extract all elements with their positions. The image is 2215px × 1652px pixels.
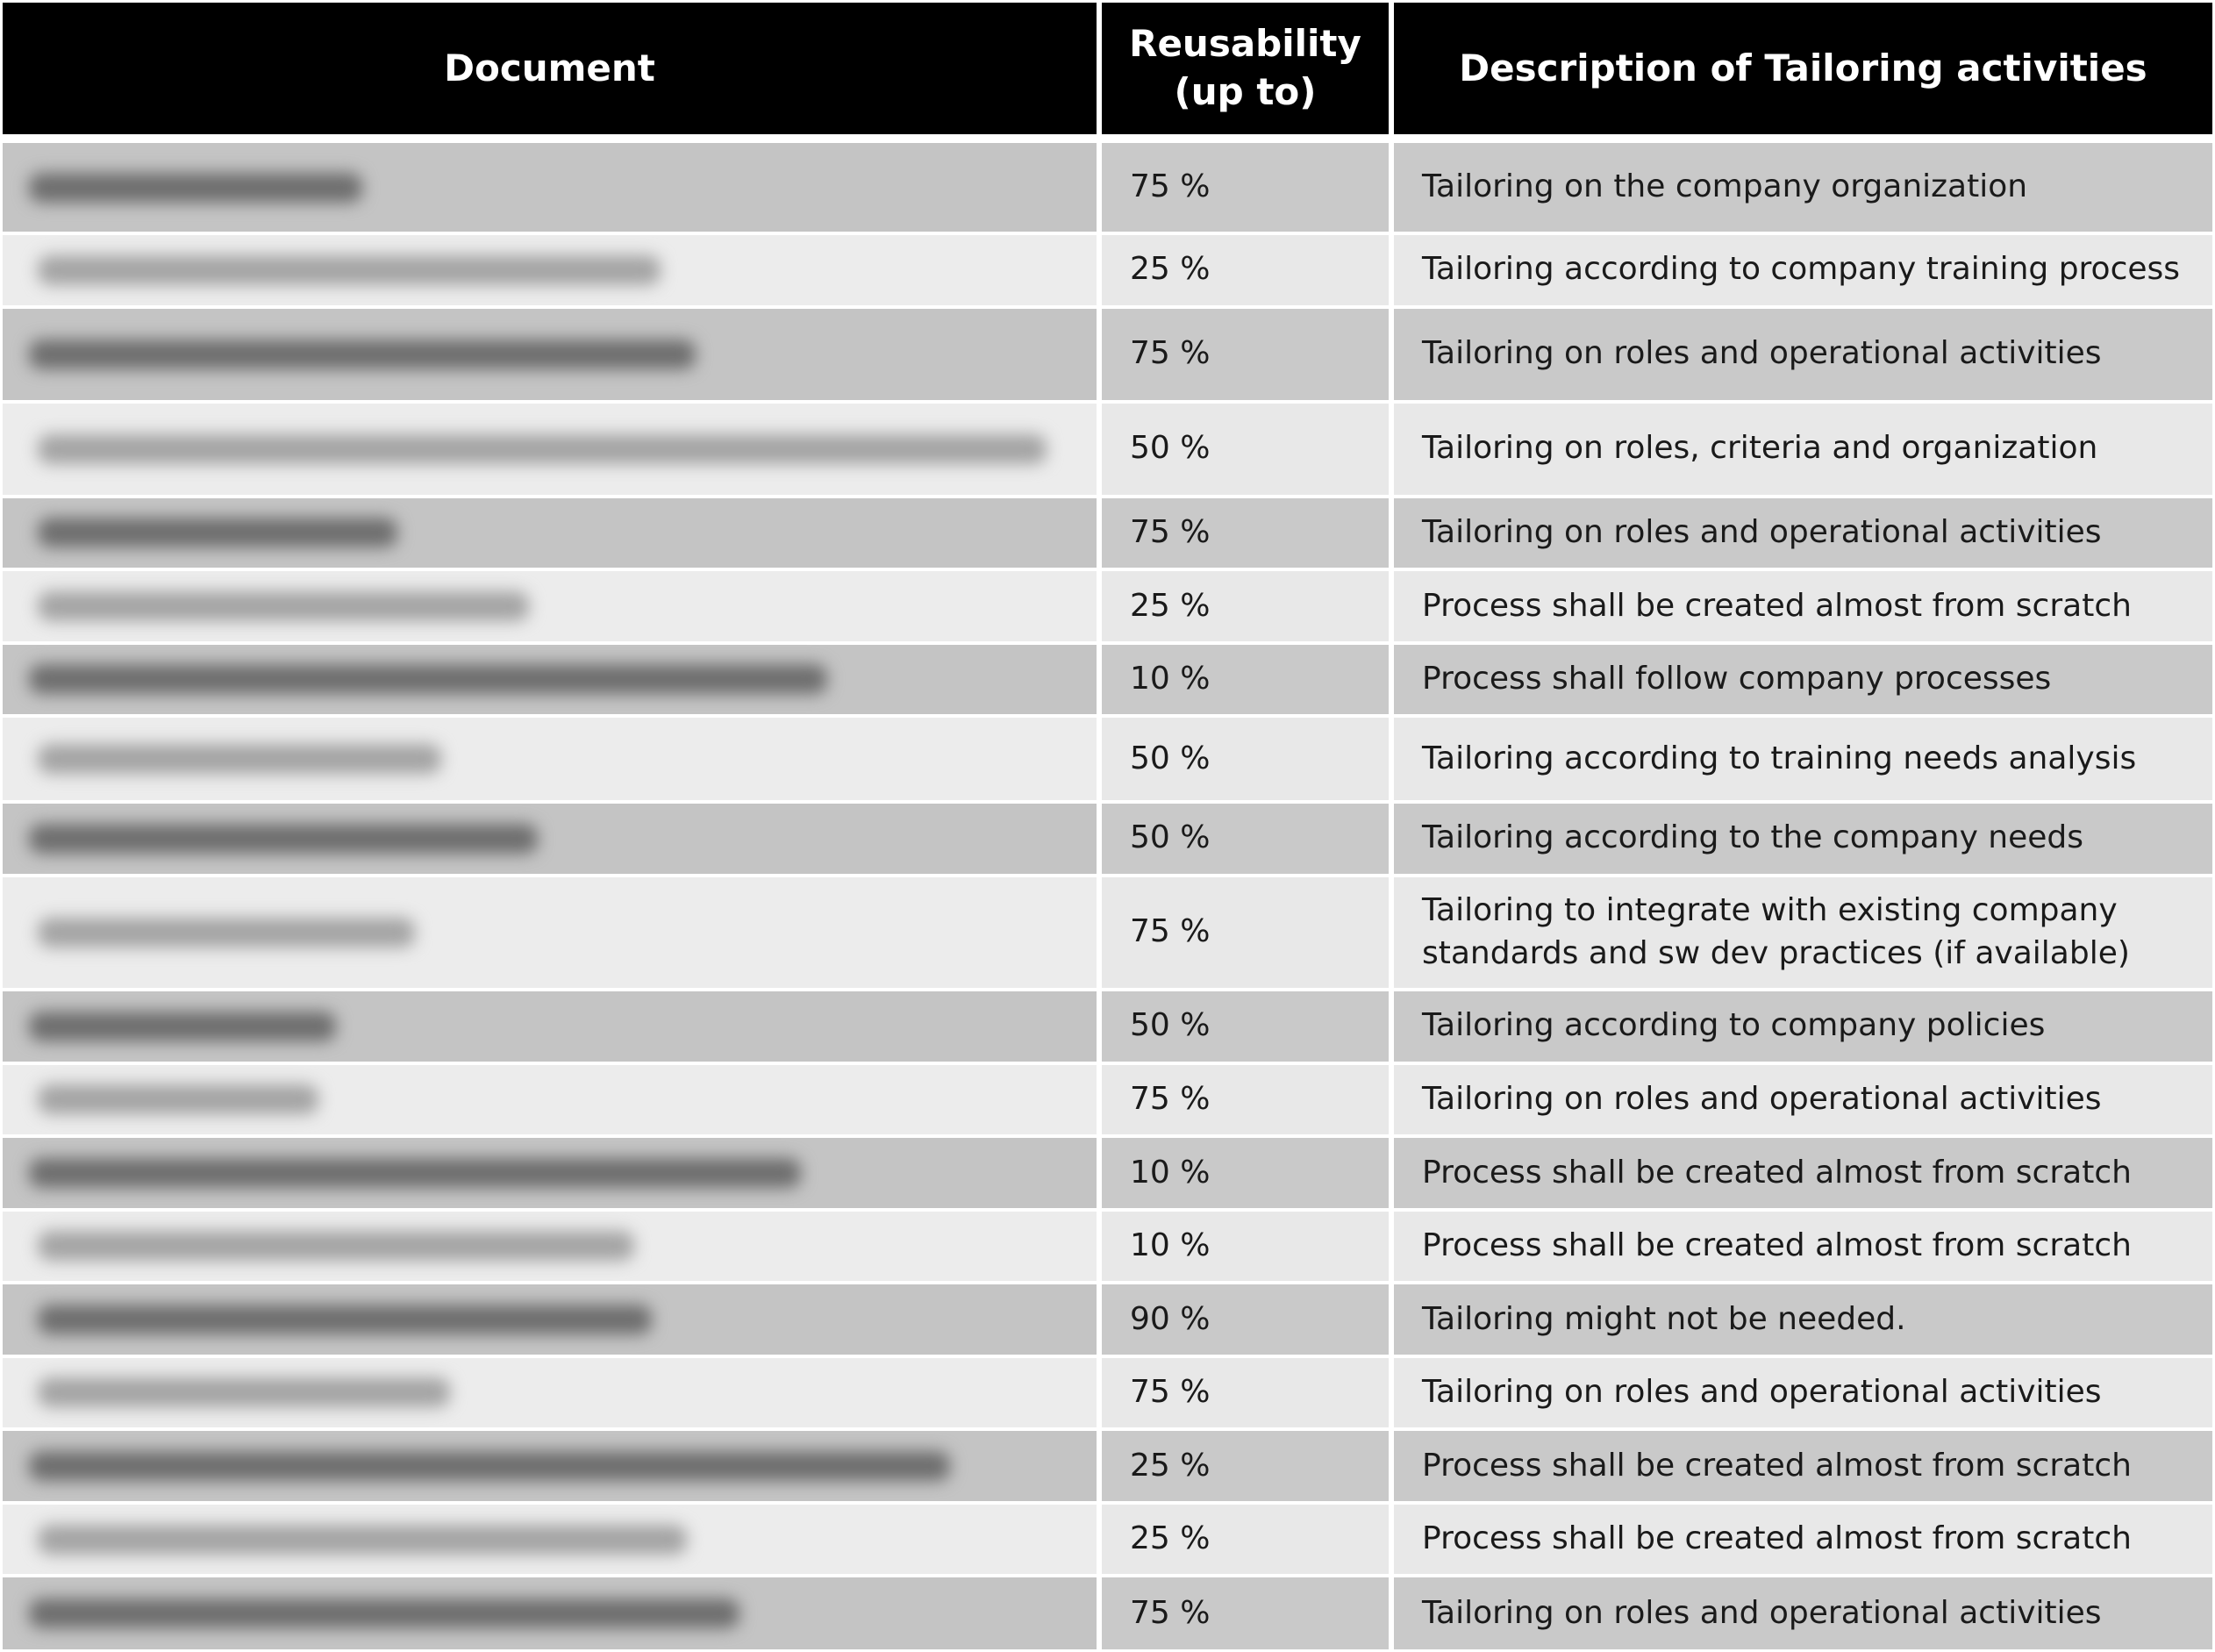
- document-cell-redacted: [3, 1210, 1099, 1284]
- header-description: Description of Tailoring activities: [1391, 3, 2212, 139]
- document-cell-redacted: [3, 1283, 1099, 1356]
- table-row: [3, 1503, 2212, 1577]
- reusability-cell: 50 %: [1099, 990, 1391, 1063]
- document-cell-redacted: [3, 402, 1099, 497]
- description-cell: Process shall follow company processes: [1391, 643, 2212, 717]
- description-cell: Process shall be created almost from scratch: [1391, 1429, 2212, 1503]
- reusability-cell: 50 %: [1099, 802, 1391, 876]
- table-body: [3, 139, 2212, 1649]
- redacted-text: [29, 173, 362, 203]
- reusability-cell: 10 %: [1099, 1210, 1391, 1284]
- document-cell-redacted: [3, 1136, 1099, 1210]
- redacted-text: [38, 434, 1047, 464]
- reusability-cell: 90 %: [1099, 1283, 1391, 1356]
- document-cell-redacted: [3, 1356, 1099, 1430]
- description-cell: Tailoring on roles and operational activities: [1391, 1576, 2212, 1649]
- description-cell: Tailoring on roles and operational activities: [1391, 1063, 2212, 1137]
- description-cell: Tailoring on roles, criteria and organization: [1391, 402, 2212, 497]
- description-cell: Process shall be created almost from scratch: [1391, 1136, 2212, 1210]
- document-cell-redacted: [3, 307, 1099, 402]
- reusability-cell: 50 %: [1099, 402, 1391, 497]
- redacted-text: [38, 918, 415, 948]
- redacted-text: [38, 744, 441, 774]
- table-row: [3, 1576, 2212, 1649]
- table-row: [3, 402, 2212, 497]
- document-cell-redacted: [3, 1429, 1099, 1503]
- table-row: [3, 990, 2212, 1063]
- description-cell: Tailoring on the company organization: [1391, 139, 2212, 233]
- redacted-text: [38, 591, 529, 621]
- table-row: [3, 1210, 2212, 1284]
- reusability-cell: 75 %: [1099, 876, 1391, 990]
- table-row: [3, 1063, 2212, 1137]
- table-row: [3, 1136, 2212, 1210]
- redacted-text: [38, 1084, 318, 1114]
- document-cell-redacted: [3, 990, 1099, 1063]
- document-cell-redacted: [3, 497, 1099, 570]
- redacted-text: [38, 1305, 652, 1334]
- redacted-text: [38, 255, 661, 285]
- reusability-cell: 25 %: [1099, 1429, 1391, 1503]
- description-cell: Tailoring according to company training process: [1391, 233, 2212, 307]
- table-row: [3, 1283, 2212, 1356]
- table-row: [3, 1429, 2212, 1503]
- table-row: [3, 139, 2212, 233]
- description-cell: Tailoring according to the company needs: [1391, 802, 2212, 876]
- reusability-cell: 75 %: [1099, 1576, 1391, 1649]
- document-cell-redacted: [3, 802, 1099, 876]
- document-cell-redacted: [3, 233, 1099, 307]
- redacted-text: [29, 824, 538, 854]
- description-cell: Tailoring on roles and operational activities: [1391, 497, 2212, 570]
- description-cell: Tailoring on roles and operational activities: [1391, 1356, 2212, 1430]
- redacted-text: [38, 1231, 634, 1261]
- document-cell-redacted: [3, 643, 1099, 717]
- document-cell-redacted: [3, 139, 1099, 233]
- reusability-cell: 25 %: [1099, 233, 1391, 307]
- document-cell-redacted: [3, 716, 1099, 802]
- redacted-text: [29, 1158, 801, 1188]
- table-row: [3, 802, 2212, 876]
- document-cell-redacted: [3, 876, 1099, 990]
- redacted-text: [29, 664, 827, 694]
- reusability-cell: 50 %: [1099, 716, 1391, 802]
- description-cell: Tailoring might not be needed.: [1391, 1283, 2212, 1356]
- tailoring-table: [3, 3, 2212, 1649]
- document-cell-redacted: [3, 1503, 1099, 1577]
- document-cell-redacted: [3, 1063, 1099, 1137]
- redacted-text: [29, 1451, 950, 1481]
- header-reusability: Reusability (up to): [1099, 3, 1391, 139]
- description-cell: Tailoring according to company policies: [1391, 990, 2212, 1063]
- reusability-cell: 75 %: [1099, 139, 1391, 233]
- reusability-cell: 75 %: [1099, 497, 1391, 570]
- redacted-text: [29, 1598, 740, 1628]
- redacted-text: [38, 1377, 450, 1407]
- description-cell: Process shall be created almost from scratch: [1391, 1210, 2212, 1284]
- description-cell: Process shall be created almost from scratch: [1391, 569, 2212, 643]
- reusability-cell: 75 %: [1099, 307, 1391, 402]
- table-row: [3, 569, 2212, 643]
- table-row: [3, 716, 2212, 802]
- description-cell: Process shall be created almost from scratch: [1391, 1503, 2212, 1577]
- redacted-text: [29, 340, 696, 369]
- description-cell: Tailoring to integrate with existing company standards and sw dev practices (if available): [1391, 876, 2212, 990]
- table-row: [3, 233, 2212, 307]
- table-header: [3, 3, 2212, 139]
- reusability-cell: 75 %: [1099, 1356, 1391, 1430]
- table-row: [3, 307, 2212, 402]
- table-row: [3, 1356, 2212, 1430]
- table-row: [3, 643, 2212, 717]
- reusability-cell: 75 %: [1099, 1063, 1391, 1137]
- redacted-text: [29, 1012, 336, 1041]
- redacted-text: [38, 1525, 687, 1555]
- table-row: [3, 876, 2212, 990]
- reusability-cell: 10 %: [1099, 1136, 1391, 1210]
- description-cell: Tailoring according to training needs analysis: [1391, 716, 2212, 802]
- reusability-cell: 25 %: [1099, 569, 1391, 643]
- redacted-text: [38, 518, 397, 547]
- description-cell: Tailoring on roles and operational activities: [1391, 307, 2212, 402]
- document-cell-redacted: [3, 569, 1099, 643]
- table-row: [3, 497, 2212, 570]
- reusability-cell: 25 %: [1099, 1503, 1391, 1577]
- header-document: Document: [3, 3, 1099, 139]
- reusability-cell: 10 %: [1099, 643, 1391, 717]
- document-cell-redacted: [3, 1576, 1099, 1649]
